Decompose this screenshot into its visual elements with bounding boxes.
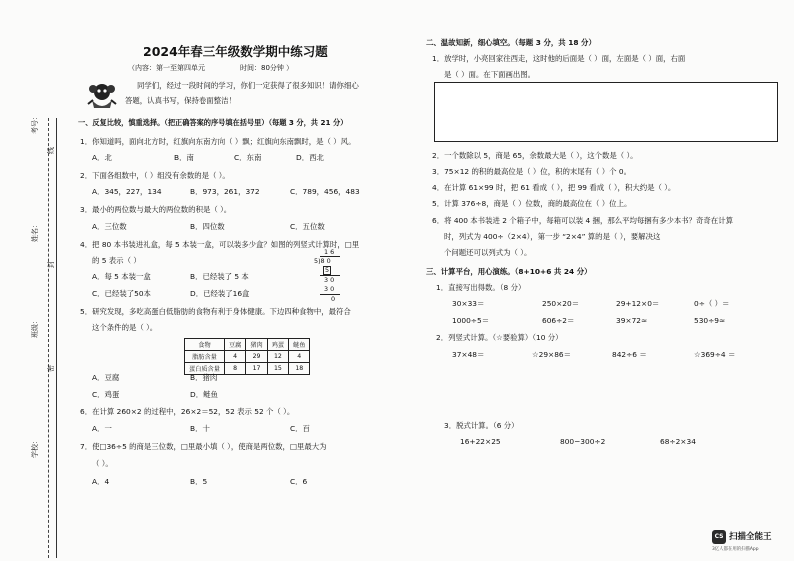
table-cell: 4 [289,351,310,363]
calc-2-item: ☆29×86＝ [532,350,572,359]
fill-question-6-line-1: 6．将 400 本书装进 2 个箱子中，每箱可以装 4 捆，那么平均每捆有多少本书？奇奇在计算 [432,216,733,225]
calc-1-item: 30×33＝ [452,299,485,308]
q1-option-a: A．北 [92,153,112,162]
q5-option-d: D．鲢鱼 [190,390,218,399]
q3-option-a: A．三位数 [92,222,127,231]
feng-label: 封 [47,261,55,268]
margin-dashed-line [48,118,49,558]
question-1: 1．你知道吗，面向北方时，红旗向东南方向（ ）飘；红旗向东南飘时，是（ ）风。 [80,137,356,146]
calc-1-item: 29+12×0＝ [616,299,660,308]
question-2: 2．下面各组数中，（ ）组没有余数的是（ ）。 [80,171,230,180]
greeting-line-2: 答题，认真书写，保持卷面整洁！ [125,96,236,105]
xian-label: 线 [47,147,55,154]
section-2-heading: 二、温故知新，细心填空。（每题 3 分，共 18 分） [426,38,596,47]
drawing-box [434,82,778,142]
long-division [312,248,346,308]
fill-question-3: 3．75×12 的积的最高位是（ ）位，积的末尾有（ ）个 0。 [432,167,632,176]
calc-3-item: 800−300÷2 [560,437,606,446]
question-3: 3．最小的两位数与最大的两位数的积是（ ）。 [80,205,232,214]
q5-option-a: A．豆腐 [92,373,120,382]
division-quotient: 1 6 [324,248,335,256]
calc-1-item: 606÷2＝ [542,316,575,325]
question-5-line-2: 这个条件的是（ ）。 [92,323,158,332]
table-header-cell: 食物 [185,339,225,351]
q2-option-c: C．789，456，483 [290,187,360,196]
q1-option-d: D．西北 [296,153,324,162]
table-cell: 12 [267,351,288,363]
table-cell: 蛋白质含量 [185,363,225,375]
section-3-heading: 三、计算平台，用心演练。（8+10+6 共 24 分） [426,267,592,276]
fill-question-1-line-2: 是（ ）面。在下面画出图。 [444,70,536,79]
q2-option-b: B．973，261，372 [190,187,260,196]
table-cell: 18 [289,363,310,375]
q4-option-b: B．已经装了 5 本 [190,272,249,281]
q4-option-c: C．已经装了50本 [92,289,151,298]
division-remainder-1: 3 0 [324,276,335,284]
margin-line [56,118,57,558]
q3-option-b: B．四位数 [190,222,225,231]
calc-1-item: 530÷9≈ [694,316,726,325]
q7-option-b: B．5 [190,477,208,486]
watermark-tagline: 3亿人都在用的扫描App [712,547,759,552]
calc-1-item: 0÷（ ）＝ [694,299,730,308]
calc-1-item: 39×72≈ [616,316,648,325]
division-remainder-2: 0 [331,295,336,303]
calc-2-item: ☆369÷4 ＝ [694,350,736,359]
fill-question-2: 2．一个数除以 5，商是 65，余数最大是（ ），这个数是（ ）。 [432,151,638,160]
question-4-line-1: 4．把 80 本书装进礼盒，每 5 本装一盒，可以装多少盒？如图的列竖式计算时，□里 [80,240,360,249]
banji-label: 班级： [31,317,39,338]
table-header-cell: 鸡蛋 [267,339,288,351]
camscanner-logo: CS [712,530,726,544]
fill-question-6-line-2: 时，列式为 400÷（2×4），第一步 “2×4” 算的是（ ），要解决这 [444,232,661,241]
food-nutrition-table [184,338,310,375]
division-subtract: 3 0 [324,285,335,293]
kaohao-label: 考号： [31,113,39,134]
table-cell: 15 [267,363,288,375]
table-header-row [185,339,310,351]
mi-label: 密 [47,365,55,372]
subtitle-content: （内容：第一至第四单元 [128,64,205,72]
mascot-icon [84,78,120,112]
q6-option-c: C．百 [290,424,310,433]
q6-option-b: B．十 [190,424,210,433]
q3-option-c: C．五位数 [290,222,325,231]
q7-option-a: A．4 [92,477,110,486]
table-header-cell: 猪肉 [246,339,267,351]
division-dividend: 5)8 0 [314,257,331,265]
calc-3-heading: 3．脱式计算。（6 分） [444,421,519,430]
q4-option-d: D．已经装了16盒 [190,289,250,298]
fill-question-6-line-3: 个问题还可以列式为（ ）。 [444,248,532,257]
question-4-line-2: 的 5 表示（ ） [92,256,141,265]
q5-option-b: B．猪肉 [190,373,218,382]
q1-option-b: B．南 [174,153,194,162]
question-6: 6．在计算 260×2 的过程中，26×2＝52，52 表示 52 个（ ）。 [80,407,295,416]
table-cell: 8 [224,363,245,375]
question-7-line-2: （ ）。 [92,459,113,468]
calc-3-item: 16+22×25 [460,437,501,446]
table-header-cell: 鲢鱼 [289,339,310,351]
table-cell: 4 [224,351,245,363]
question-7-line-1: 7．使□36÷5 的商是三位数，□里最小填（ ），使商是两位数，□里最大为 [80,442,327,451]
calc-1-item: 1000÷5＝ [452,316,490,325]
subtitle-time: 时间：80分钟 ） [240,64,294,72]
scanner-watermark [712,528,792,556]
xuexiao-label: 学校： [31,437,39,458]
table-cell: 29 [246,351,267,363]
table-cell: 脂肪含量 [185,351,225,363]
q2-option-a: A．345，227，134 [92,187,162,196]
calc-3-item: 68÷2×34 [660,437,696,446]
q4-option-a: A．每 5 本装一盒 [92,272,151,281]
division-box-5: 5 [325,266,330,274]
q7-option-c: C．6 [290,477,308,486]
q1-option-c: C．东南 [234,153,262,162]
table-header-cell: 豆腐 [224,339,245,351]
question-5-line-1: 5．研究发现，多吃高蛋白低脂肪的食物有利于身体健康。下边四种食物中，最符合 [80,307,351,316]
calc-2-heading: 2．列竖式计算。（☆要验算）（10 分） [436,333,563,342]
watermark-brand: 扫描全能王 [729,532,772,542]
calc-2-item: 37×48＝ [452,350,485,359]
table-row [185,351,310,363]
greeting-line-1: 同学们，经过一段时间的学习，你们一定获得了很多知识！请你细心 [137,81,359,90]
fill-question-4: 4．在计算 61×99 时，把 61 看成（ ），把 99 看成（ ），积大约是（ ）。 [432,183,676,192]
q5-option-c: C．鸡蛋 [92,390,120,399]
fill-question-5: 5．计算 376÷8，商是（ ）位数，商的最高位在（ ）位上。 [432,199,632,208]
calc-1-heading: 1．直接写出得数。（8 分） [436,283,526,292]
page-title: 2024年春三年级数学期中练习题 [143,44,328,59]
table-cell: 17 [246,363,267,375]
section-1-heading: 一、反复比较，慎重选择。（把正确答案的序号填在括号里）（每题 3 分，共 21 分） [78,118,348,127]
xingming-label: 姓名： [31,221,39,242]
q6-option-a: A．一 [92,424,112,433]
calc-2-item: 842÷6 ＝ [612,350,647,359]
calc-1-item: 250×20＝ [542,299,580,308]
fill-question-1-line-1: 1．放学时，小亮回家往西走，这时他的后面是（ ）面，左面是（ ）面，右面 [432,54,686,63]
